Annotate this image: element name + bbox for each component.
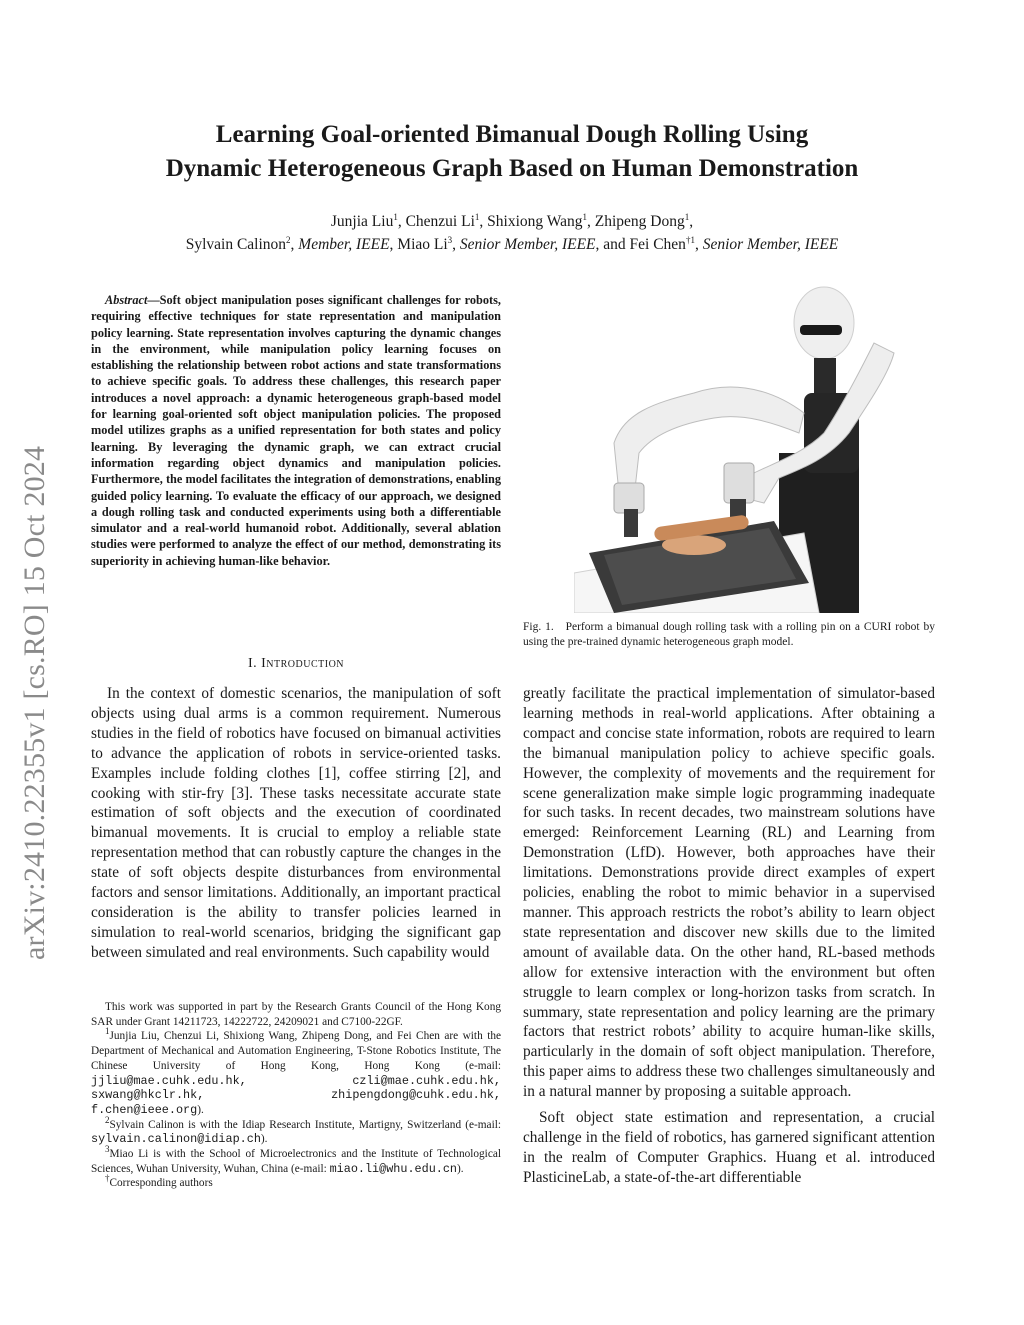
author-name: Fei Chen	[629, 236, 686, 253]
robot-illustration	[574, 283, 904, 613]
title-line-2: Dynamic Heterogeneous Graph Based on Human Demonstration	[165, 155, 859, 182]
affiliation-mark: 2	[286, 234, 291, 245]
left-gripper	[624, 509, 638, 537]
robot-visor	[800, 325, 842, 335]
author-name: Chenzui Li	[405, 213, 475, 230]
author-membership: Member, IEEE	[298, 236, 390, 253]
title-line-1: Learning Goal-oriented Bimanual Dough Rolling Using	[215, 121, 809, 148]
left-wrist	[614, 483, 644, 513]
author-name: Shixiong Wang	[487, 213, 583, 230]
paragraph: Soft object state estimation and representation, a crucial challenge in the field of robotics, has garnered significant attention in the realm of Computer Graphics. Huang et al. introduced PlasticineLab, a state-of-the-art differentiable	[523, 1109, 935, 1186]
author-name: Zhipeng Dong	[594, 213, 685, 230]
footnote-text: Corresponding authors	[109, 1177, 213, 1190]
section-number: I.	[247, 656, 258, 671]
footnote-funding: This work was supported in part by the Research Grants Council of the Hong Kong SAR under Grant 14211723, 14222722, 24209021 and C7100-22GF.	[91, 1001, 501, 1028]
affiliation-mark: 1	[393, 211, 398, 222]
conjunction: and	[603, 236, 626, 253]
affiliation-mark: †1	[685, 234, 695, 245]
paragraph: greatly facilitate the practical implementation of simulator-based learning methods in real-world applications. After obtaining a compact and concise state information, robots are required to learn the bimanual manipulation policy to achieve specific goals. However, the complexity of movements and the requirement for scene generalization make simple logic programming inadequate for such tasks. In recent decades, two mainstream solutions have emerged: Reinforcement Learning (RL) and Learning from Demonstration (LfD). However, both approaches have their limitations. Demonstrations provide direct examples of expert policies, enabling the robot to mimic behavior in a supervised manner. This approach restricts the robot’s ability to learn object state representation and discover new skills due to the limited amount of available data. On the other hand, RL-based methods allow for extensive interaction with the environment but often struggle to learn complex or long-horizon tasks from scratch. In summary, state representation and policy learning are the primary factors that restrict robots’ ability to acquire human-like skills, particularly in the domain of soft object manipulation. Therefore, this paper aims to address these two challenges simultaneously and in a natural manner by proposing a suitable approach.	[523, 685, 935, 1101]
footnote-mark: 1	[105, 1026, 110, 1037]
author-line-2: Sylvain Calinon$^2$, Member, IEEE, Miao Li$^3$, Senior Member, IEEE, and Fei Chen$^{\dagger 1}$, Senior Member, IEEE	[185, 234, 839, 253]
email-link[interactable]: sylvain.calinon@idiap.ch	[91, 1132, 261, 1147]
section-heading	[91, 656, 501, 672]
footnote-2	[91, 1114, 501, 1147]
footnote-end: ).	[260, 1133, 268, 1146]
figure-label: Fig. 1.	[523, 621, 554, 633]
footnote-text: Junjia Liu, Chenzui Li, Shixiong Wang, Zhipeng Dong, and Fei Chen are with the Department of Mechanical and Automation Engineering, T-Stone Robotics Institute, The Chinese University of Hong Kong, Hong Kong (e-mail:	[91, 1030, 501, 1072]
footnote-4	[91, 1173, 501, 1191]
affiliation-mark: 1	[474, 211, 480, 222]
author-membership: Senior Member, IEEE	[459, 236, 596, 253]
author-name: Junjia Liu	[330, 213, 394, 230]
footnote-text: Miao Li is with the School of Microelectronics and the Institute of Technological Sciences, Wuhan University, Wuhan, China (e-mail:	[91, 1148, 501, 1175]
footnote-end: ).	[197, 1103, 204, 1116]
robot-neck	[814, 358, 836, 393]
email-link[interactable]: miao.li@whu.edu.cn	[329, 1161, 458, 1176]
footnote-text: Sylvain Calinon is with the Idiap Research Institute, Martigny, Switzerland (e-mail:	[109, 1118, 501, 1131]
author-name: Miao Li	[397, 236, 448, 253]
footnote-end: ).	[457, 1162, 464, 1175]
author-list	[60, 210, 964, 256]
abstract-text: Soft object manipulation poses significant challenges for robots, requiring effective techniques for state representation and manipulation policy learning. State representation involves capturing the dynamic changes in the environment, while manipulation policy learning focuses on establishing the relationship between robot actions and state transformations to achieve specific goals. To address these challenges, this research paper introduces a novel approach: a dynamic heterogeneous graph-based model for learning goal-oriented soft object manipulation policies. The proposed model utilizes graphs as a unified representation for both states and policy learning. By leveraging the dynamic graph, we can extract crucial information regarding object dynamics and manipulation policies. Furthermore, the model facilitates the integration of demonstrations, enabling guided policy learning. To evaluate the efficacy of our approach, we designed a dough rolling task and conducted experiments using both a differentiable simulator and a real-world humanoid robot. Additionally, several ablation studies were performed to analyze the effect of our method, demonstrating its superiority in achieving human-like behavior.	[91, 293, 501, 568]
footnote-mark: 2	[105, 1114, 110, 1125]
abstract	[91, 292, 501, 569]
affiliation-mark: 1	[684, 211, 690, 222]
abstract-label: Abstract	[105, 293, 148, 307]
footnotes	[91, 1000, 501, 1191]
abstract-dash: —	[147, 293, 160, 307]
affiliation-mark: 3	[447, 234, 453, 245]
section-title: Introduction	[261, 656, 345, 671]
author-line-1: Junjia Liu$^1$, Chenzui Li$^1$, Shixiong Wang$^1$, Zhipeng Dong$^1$,	[330, 211, 694, 230]
author-name: Sylvain Calinon	[185, 236, 287, 253]
footnote-mark: 3	[105, 1144, 110, 1155]
intro-column-2	[523, 684, 935, 1188]
arxiv-stamp: arXiv:2410.22355v1 [cs.RO] 15 Oct 2024	[18, 445, 51, 960]
robot-head	[794, 287, 854, 359]
right-wrist	[724, 463, 754, 503]
footnote-3	[91, 1144, 501, 1176]
figure-1-caption	[523, 620, 935, 650]
author-membership: Senior Member, IEEE	[702, 236, 839, 253]
affiliation-mark: 1	[582, 211, 587, 222]
footnote-mark: †	[105, 1173, 110, 1184]
figure-1-image	[574, 283, 904, 613]
email-list[interactable]: jjliu@mae.cuhk.edu.hk, czli@mae.cuhk.edu.hk, sxwang@hkclr.hk, zhipengdong@cuhk.edu.hk, f.chen@ieee.org	[91, 1073, 501, 1117]
intro-column-1	[91, 684, 501, 963]
caption-text: Perform a bimanual dough rolling task with a rolling pin on a CURI robot by using the pre-trained dynamic heterogeneous graph model.	[523, 621, 935, 649]
paper-title	[60, 118, 964, 186]
footnote-1	[91, 1026, 501, 1117]
paragraph: In the context of domestic scenarios, the manipulation of soft objects using dual arms is a common requirement. Numerous studies in the field of robotics have focused on bimanual activities to advance the application of robots in service-oriented tasks. Examples include folding clothes [1], coffee stirring [2], and cooking with stir-fry [3]. These tasks necessitate accurate state estimation of soft objects and the execution of coordinated bimanual movements. It is crucial to employ a reliable state representation method that can robustly capture the changes in the state of soft objects despite disturbances from environmental factors and sensor limitations. Additionally, an important practical consideration is the ability to transfer policies learned in simulation to real-world scenarios, bridging the significant gap between simulated and real environments. Such capability would	[91, 685, 501, 961]
